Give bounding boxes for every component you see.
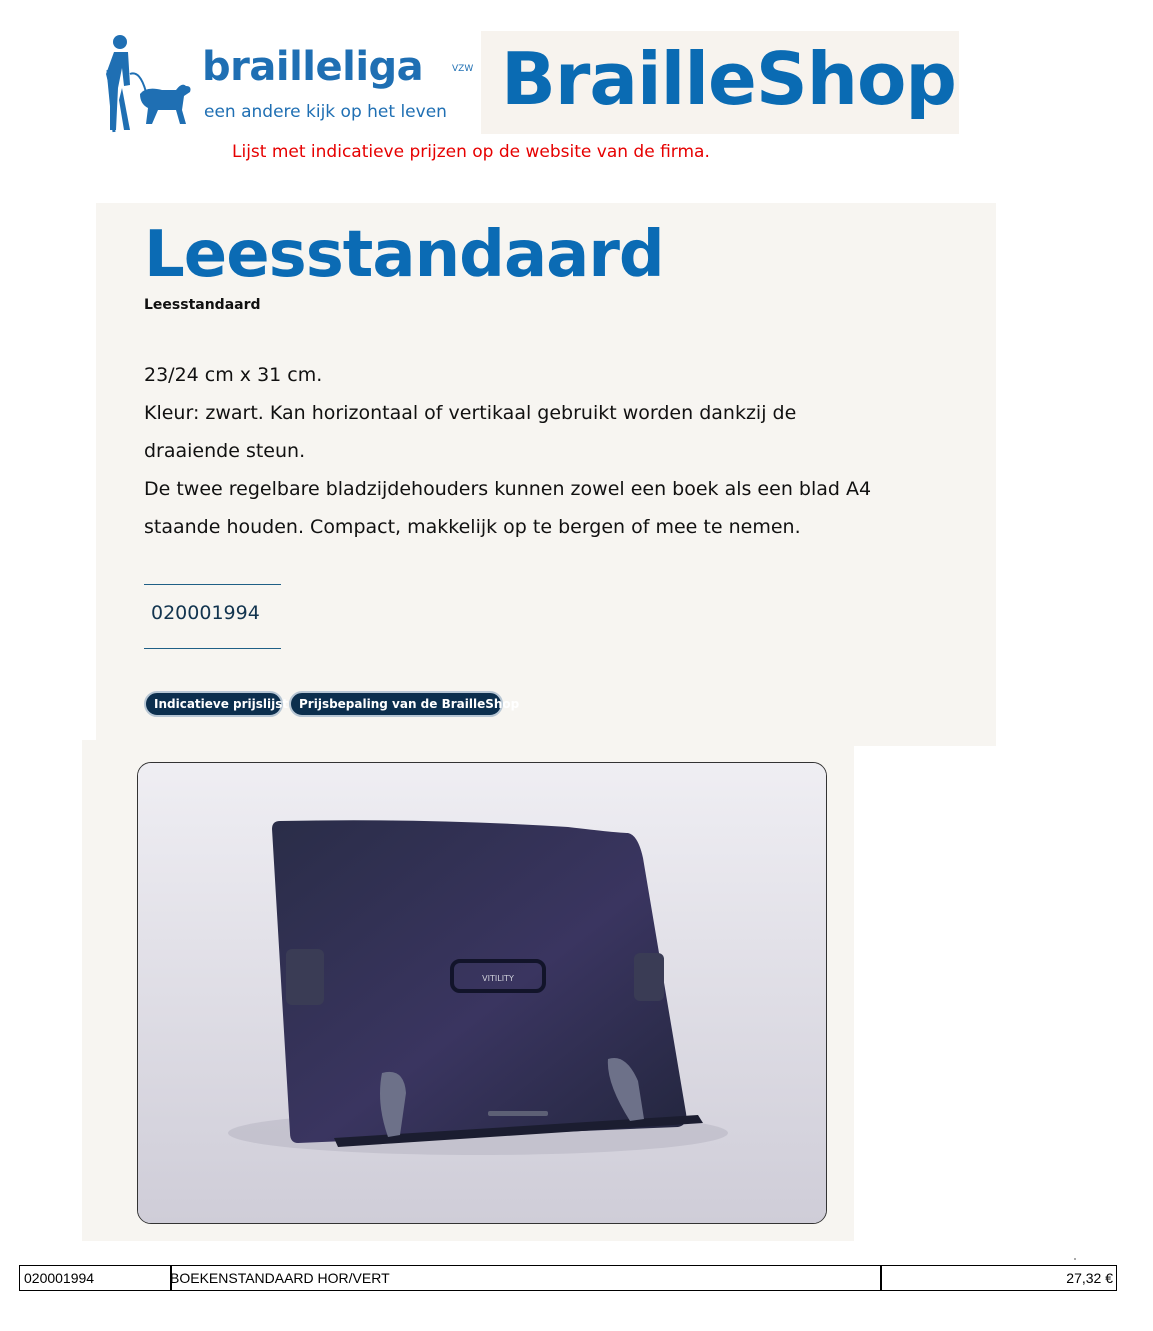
brailleliga-tagline: een andere kijk op het leven bbox=[204, 102, 447, 122]
product-description bbox=[144, 356, 964, 546]
price-cell-code: 020001994 bbox=[20, 1266, 172, 1290]
description-line: Kleur: zwart. Kan horizontaal of vertikaal gebruikt worden dankzij de bbox=[144, 402, 797, 424]
product-title: Leesstandaard bbox=[144, 218, 664, 292]
description-line: 23/24 cm x 31 cm. bbox=[144, 364, 323, 386]
reading-stand-illustration bbox=[138, 763, 826, 1223]
product-subtitle: Leesstandaard bbox=[144, 297, 261, 313]
product-code-box bbox=[144, 584, 281, 649]
price-table-row bbox=[19, 1265, 1117, 1291]
description-line: staande houden. Compact, makkelijk op te bergen of mee te nemen. bbox=[144, 516, 801, 538]
description-line: draaiende steun. bbox=[144, 440, 306, 462]
image-panel bbox=[82, 740, 854, 1241]
blind-walker-with-guide-dog-icon bbox=[100, 30, 200, 140]
brailleliga-suffix: VZW bbox=[452, 64, 474, 74]
tag-indicative-price-list[interactable]: Indicatieve prijslijst bbox=[144, 691, 283, 717]
description-line: De twee regelbare bladzijdehouders kunnen zowel een boek als een blad A4 bbox=[144, 478, 872, 500]
brailleshop-logo bbox=[481, 31, 959, 134]
price-notice: Lijst met indicatieve prijzen op de website van de firma. bbox=[232, 142, 710, 162]
brailleshop-name: BrailleShop bbox=[501, 37, 956, 121]
product-panel bbox=[96, 203, 996, 746]
brailleliga-name: brailleliga bbox=[202, 44, 424, 90]
price-cell-amount: 27,32 € bbox=[1066, 1270, 1113, 1286]
tag-brailleshop-pricing[interactable]: Prijsbepaling van de BrailleShop bbox=[289, 691, 503, 717]
product-brand-label: VITILITY bbox=[482, 974, 514, 983]
brailleliga-logo bbox=[100, 30, 474, 140]
price-cell-description: BOEKENSTANDAARD HOR/VERT bbox=[166, 1266, 882, 1290]
product-photo bbox=[137, 762, 827, 1224]
stray-dot bbox=[1074, 1258, 1076, 1260]
product-code: 020001994 bbox=[151, 602, 260, 624]
